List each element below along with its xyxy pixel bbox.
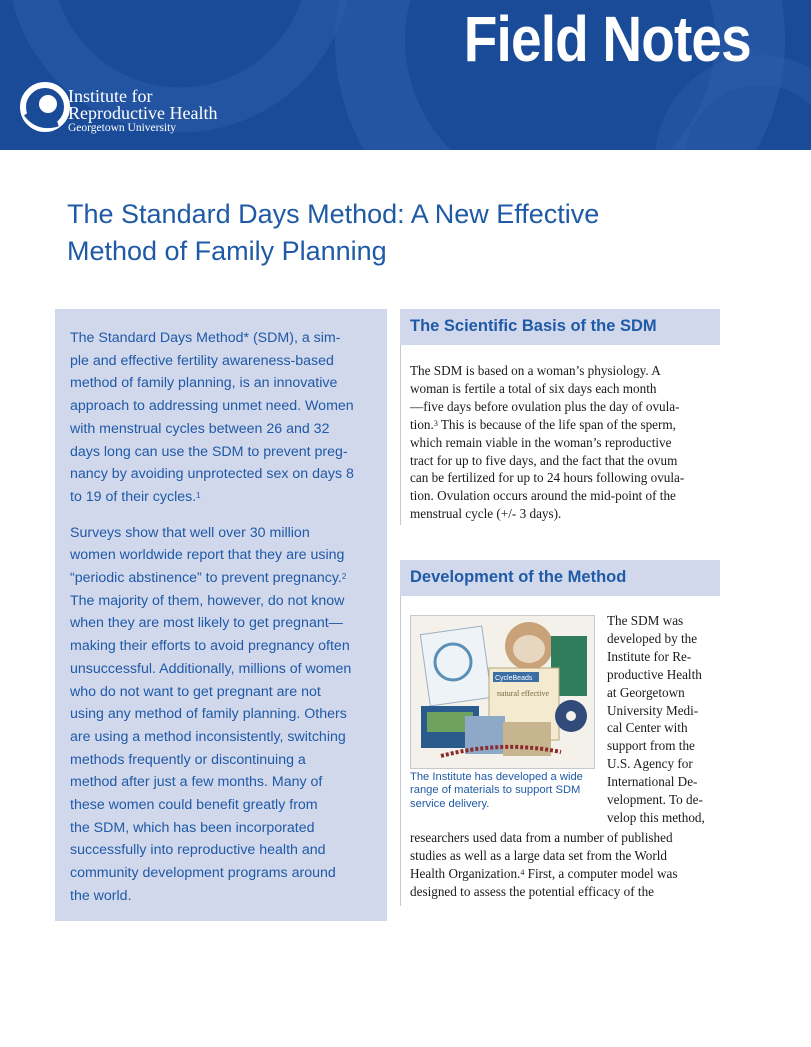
- intro-line: ple and effective fertility awareness-based: [70, 352, 334, 369]
- body-line: which remain viable in the woman’s reproductive: [410, 434, 672, 450]
- article-title: [67, 196, 599, 270]
- institute-line-1: Institute for: [68, 86, 153, 106]
- intro-line: nancy by avoiding unprotected sex on days 8: [70, 466, 354, 483]
- body-line: U.S. Agency for: [607, 756, 693, 772]
- footnote-3: 3: [433, 418, 438, 428]
- caption-line: service delivery.: [410, 797, 490, 810]
- body-line: The SDM is based on a woman’s physiology. A: [410, 363, 661, 378]
- intro-line: with menstrual cycles between 26 and 32: [70, 420, 330, 437]
- body-line: at Georgetown: [607, 684, 685, 700]
- body-line: cal Center with: [607, 720, 688, 736]
- body-line: designed to assess the potential efficacy of the: [410, 883, 655, 899]
- header-banner: [0, 0, 811, 150]
- intro-line: the SDM, which has been incorporated: [70, 819, 315, 836]
- body-line: First, a computer model was: [524, 865, 678, 881]
- intro-line: method after just a few months. Many of: [70, 774, 323, 791]
- column-rule: [400, 345, 401, 525]
- body-line: tract for up to five days, and the fact that the ovum: [410, 452, 678, 468]
- intro-line: the world.: [70, 887, 132, 904]
- body-line: productive Health: [607, 666, 702, 682]
- intro-line-with-footnote: [70, 486, 375, 509]
- body-line: menstrual cycle (+/- 3 days).: [410, 506, 562, 522]
- body-line: woman is fertile a total of six days each month: [410, 380, 657, 396]
- intro-line: when they are most likely to get pregnant—: [70, 615, 343, 632]
- scientific-basis-heading: The Scientific Basis of the SDM: [410, 317, 657, 335]
- body-line: tion. Ovulation occurs around the mid-point of the: [410, 488, 676, 504]
- intro-paragraph-2: [70, 522, 375, 908]
- intro-line: methods frequently or discontinuing a: [70, 751, 306, 768]
- cyclebeads-label: CycleBeads: [495, 675, 533, 682]
- intro-line: to 19 of their cycles.: [70, 488, 197, 505]
- newsletter-title: Field Notes: [463, 3, 751, 75]
- intro-line: The majority of them, however, do not know: [70, 592, 345, 609]
- body-line-with-footnote: [410, 416, 684, 434]
- body-line: International De-: [607, 774, 698, 790]
- footnote-4: 4: [520, 867, 525, 877]
- institute-name: [68, 88, 217, 135]
- intro-line: method of family planning, is an innovative: [70, 375, 338, 392]
- development-body-right: [607, 612, 705, 827]
- caption-line: range of materials to support SDM: [410, 784, 581, 797]
- intro-line: community development programs around: [70, 865, 336, 882]
- scientific-basis-heading-bar: [400, 309, 720, 345]
- intro-line: these women could benefit greatly from: [70, 797, 318, 814]
- body-line: tion.: [410, 416, 434, 432]
- university-name: Georgetown University: [68, 122, 177, 134]
- development-heading: Development of the Method: [410, 568, 627, 586]
- body-line: velopment. To de-: [607, 792, 703, 808]
- body-line-with-footnote: [410, 865, 677, 883]
- article-title-line-2: Method of Family Planning: [67, 236, 387, 266]
- development-heading-bar: [400, 560, 720, 596]
- footnote-1: 1: [196, 490, 201, 500]
- intro-paragraph-1: [70, 327, 375, 509]
- intro-line: approach to addressing unmet need. Women: [70, 398, 354, 415]
- intro-sidebar-text: [70, 327, 375, 921]
- sdm-materials-illustration: [411, 616, 594, 768]
- body-line: can be fertilized for up to 24 hours following ovula-: [410, 470, 685, 486]
- natural-effective-label: natural effective: [497, 689, 550, 698]
- institute-line-2: Reproductive Health: [68, 103, 218, 123]
- body-line: —five days before ovulation plus the day of ovula-: [410, 398, 680, 414]
- body-line: Health Organization.: [410, 865, 521, 881]
- intro-line: days long can use the SDM to prevent preg-: [70, 443, 348, 460]
- intro-line: unsuccessful. Additionally, millions of women: [70, 660, 352, 677]
- intro-line: making their efforts to avoid pregnancy often: [70, 638, 350, 655]
- body-line: The SDM was: [607, 613, 684, 628]
- body-line: This is because of the life span of the sperm,: [437, 416, 676, 432]
- article-title-line-1: The Standard Days Method: A New Effective: [67, 199, 600, 229]
- materials-photo: [410, 615, 595, 769]
- body-line: researchers used data from a number of published: [410, 830, 673, 845]
- development-body-bottom: [410, 829, 677, 901]
- intro-line-with-footnote: [70, 567, 375, 590]
- intro-line: “periodic abstinence” to prevent pregnancy.: [70, 570, 342, 587]
- body-line: support from the: [607, 738, 695, 754]
- body-line: velop this method,: [607, 809, 705, 825]
- intro-line: The Standard Days Method* (SDM), a sim-: [70, 330, 341, 346]
- caption-line: The Institute has developed a wide: [410, 771, 583, 783]
- intro-line: are using a method inconsistently, switching: [70, 728, 346, 745]
- scientific-basis-body: [410, 362, 684, 523]
- body-line: Institute for Re-: [607, 648, 692, 664]
- body-line: studies as well as a large data set from the World: [410, 847, 668, 863]
- intro-line: women worldwide report that they are using: [70, 547, 345, 564]
- intro-line: Surveys show that well over 30 million: [70, 524, 310, 541]
- intro-line: successfully into reproductive health and: [70, 842, 326, 859]
- body-line: University Medi-: [607, 702, 699, 718]
- body-line: developed by the: [607, 630, 698, 646]
- intro-line: who do not want to get pregnant are not: [70, 683, 321, 700]
- footnote-2: 2: [341, 572, 347, 582]
- photo-caption: [410, 771, 583, 811]
- intro-line: using any method of family planning. Others: [70, 706, 347, 723]
- column-rule: [400, 596, 401, 906]
- institute-logo-icon: [18, 80, 72, 134]
